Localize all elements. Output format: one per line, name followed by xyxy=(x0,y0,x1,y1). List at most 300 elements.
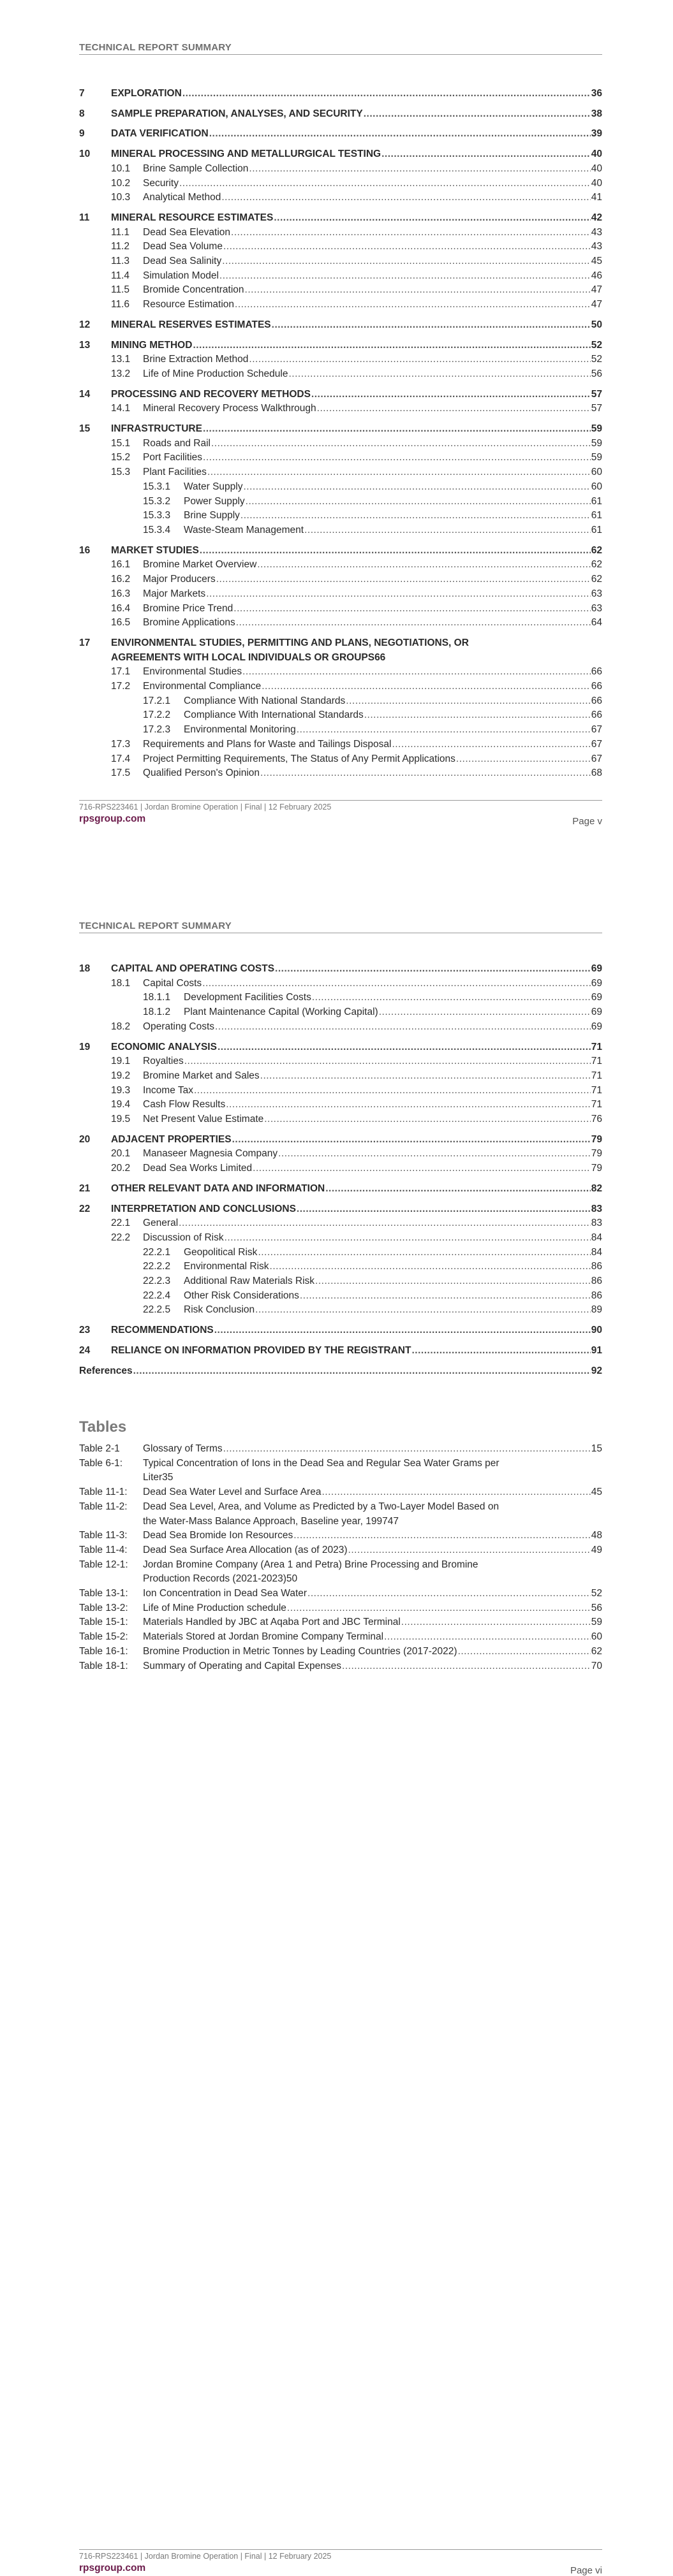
toc-entry[interactable] xyxy=(79,283,602,298)
table-of-contents xyxy=(79,81,602,781)
dot-leader xyxy=(342,1659,591,1674)
dot-leader xyxy=(219,269,591,284)
footer-brand-link[interactable]: rpsgroup.com xyxy=(79,813,146,824)
dot-leader xyxy=(216,572,591,587)
dot-leader xyxy=(206,587,591,602)
dot-leader xyxy=(226,1098,591,1112)
toc-entry-number: 17 xyxy=(79,637,91,648)
toc-entry-page: 66 xyxy=(374,651,386,663)
dot-leader xyxy=(231,226,591,240)
toc-entry-title: MINERAL RESERVES ESTIMATES xyxy=(111,319,271,330)
dot-leader xyxy=(236,616,591,630)
toc-entry-number: 11.2 xyxy=(111,241,130,252)
toc-entry[interactable] xyxy=(79,636,602,665)
toc-entry-title: Water Supply xyxy=(184,481,243,492)
toc-entry-page: 69 xyxy=(591,963,602,974)
toc-entry-page: 47 xyxy=(591,299,602,310)
table-list-title: Jordan Bromine Company (Area 1 and Petra) Brine Processing and Bromine xyxy=(143,1559,478,1570)
toc-entry[interactable] xyxy=(79,602,602,616)
toc-entry[interactable] xyxy=(79,523,602,538)
toc-entry-title: Additional Raw Materials Risk xyxy=(184,1276,315,1287)
toc-entry-page: 84 xyxy=(591,1246,602,1258)
toc-entry-page: 71 xyxy=(591,1041,602,1052)
dot-leader xyxy=(232,1133,591,1147)
table-list-title: Glossary of Terms xyxy=(143,1443,223,1454)
table-list-number: Table 11-1: xyxy=(79,1487,128,1498)
toc-entry-title: Mineral Recovery Process Walkthrough xyxy=(143,403,316,414)
toc-entry[interactable] xyxy=(79,694,602,709)
document-page-v xyxy=(0,0,673,870)
dot-leader xyxy=(275,962,591,977)
toc-entry-number: 17.5 xyxy=(111,768,131,779)
toc-entry-page: 66 xyxy=(591,666,602,678)
dot-leader xyxy=(200,544,591,558)
toc-entry-number: 22.2.4 xyxy=(143,1290,171,1301)
table-list-number: Table 6-1: xyxy=(79,1457,123,1469)
toc-entry[interactable] xyxy=(79,240,602,254)
dot-leader xyxy=(194,1084,591,1098)
toc-entry-number: 14.1 xyxy=(111,403,131,414)
table-list-entry[interactable] xyxy=(79,1500,602,1529)
table-list-entry[interactable] xyxy=(79,1630,602,1645)
toc-entry-title: Bromide Concentration xyxy=(143,284,244,296)
toc-entry-number: 10.3 xyxy=(111,192,131,203)
toc-entry-number: 15.3.2 xyxy=(143,495,171,507)
toc-entry-page: 67 xyxy=(591,724,602,736)
dot-leader xyxy=(249,353,590,367)
dot-leader xyxy=(364,708,591,723)
toc-entry[interactable] xyxy=(79,465,602,480)
toc-entry-title: Bromine Price Trend xyxy=(143,602,233,614)
dot-leader xyxy=(242,665,591,680)
toc-entry-title: Roads and Rail xyxy=(143,437,211,449)
toc-entry-title: EXPLORATION xyxy=(111,88,182,99)
table-list-title: Life of Mine Production schedule xyxy=(143,1602,286,1613)
dot-leader xyxy=(264,1112,591,1127)
table-list-entry[interactable] xyxy=(79,1457,602,1485)
toc-entry[interactable] xyxy=(79,544,602,558)
toc-entry-title: Compliance With International Standards xyxy=(184,709,364,721)
toc-entry-number: 22.1 xyxy=(111,1218,131,1229)
toc-entry[interactable] xyxy=(79,708,602,723)
toc-entry[interactable] xyxy=(79,1147,602,1161)
toc-entry[interactable] xyxy=(79,254,602,269)
toc-entry[interactable] xyxy=(79,388,602,402)
toc-entry-number: 22.2.2 xyxy=(143,1261,171,1272)
toc-entry-page: 43 xyxy=(591,241,602,252)
toc-entry-title: Environmental Studies xyxy=(143,666,242,678)
toc-entry-number: 18.1 xyxy=(111,977,131,989)
toc-entry-page: 69 xyxy=(591,992,602,1003)
toc-entry-number: 22.2.5 xyxy=(143,1304,171,1316)
dot-leader xyxy=(215,1020,591,1035)
toc-entry-title: OTHER RELEVANT DATA AND INFORMATION xyxy=(111,1182,325,1194)
toc-entry[interactable] xyxy=(79,1202,602,1217)
dot-leader xyxy=(257,558,590,572)
dot-leader xyxy=(223,240,591,254)
toc-entry-title: Plant Maintenance Capital (Working Capital) xyxy=(184,1007,378,1018)
toc-entry[interactable] xyxy=(79,558,602,572)
toc-entry-page: 45 xyxy=(591,256,602,267)
toc-entry-number: 12 xyxy=(79,319,91,330)
toc-entry-page: 83 xyxy=(591,1218,602,1229)
table-list-title: Dead Sea Surface Area Allocation (as of 2023) xyxy=(143,1544,348,1555)
toc-entry-title: MINERAL RESOURCE ESTIMATES xyxy=(111,212,274,223)
toc-entry[interactable] xyxy=(79,587,602,602)
page-header: TECHNICAL REPORT SUMMARY xyxy=(79,921,602,933)
toc-entry-title: Bromine Applications xyxy=(143,617,235,629)
toc-entry-title: RECOMMENDATIONS xyxy=(111,1325,214,1336)
toc-entry-title: Plant Facilities xyxy=(143,467,207,478)
toc-entry[interactable] xyxy=(79,162,602,177)
toc-entry[interactable] xyxy=(79,680,602,694)
toc-entry[interactable] xyxy=(79,1112,602,1127)
toc-entry-number: 13 xyxy=(79,339,91,351)
footer-brand-link[interactable]: rpsgroup.com xyxy=(79,2563,146,2573)
footer-document-meta: 716-RPS223461 | Jordan Bromine Operation | Final | 12 February 2025 xyxy=(79,2552,332,2561)
toc-entry-page: 36 xyxy=(591,88,602,99)
toc-entry-number: 20.2 xyxy=(111,1163,131,1174)
toc-entry-title: Requirements and Plans for Waste and Tailings Disposal xyxy=(143,738,392,750)
toc-entry[interactable] xyxy=(79,1069,602,1084)
toc-entry[interactable] xyxy=(79,509,602,523)
toc-entry[interactable] xyxy=(79,437,602,451)
toc-entry-page: 42 xyxy=(591,212,602,223)
table-list-page: 47 xyxy=(387,1515,399,1527)
dot-leader xyxy=(381,147,591,162)
toc-entry-title: Development Facilities Costs xyxy=(184,992,311,1003)
dot-leader xyxy=(221,191,590,205)
toc-entry-page: 59 xyxy=(591,423,602,435)
table-list-title: Typical Concentration of Ions in the Dead Sea and Regular Sea Water Grams per xyxy=(143,1457,499,1469)
footer-page-number: Page v xyxy=(572,816,602,827)
dot-leader xyxy=(211,437,591,451)
dot-leader xyxy=(384,1630,591,1645)
table-list-number: Table 13-1: xyxy=(79,1588,128,1599)
toc-entry[interactable] xyxy=(79,752,602,767)
toc-entry-number: 19.4 xyxy=(111,1099,131,1110)
toc-entry-page: 76 xyxy=(591,1114,602,1125)
toc-entry-page: 43 xyxy=(591,226,602,238)
toc-entry[interactable] xyxy=(79,1231,602,1246)
toc-entry-page: 40 xyxy=(591,163,602,174)
toc-entry[interactable] xyxy=(79,318,602,333)
toc-entry-page: 69 xyxy=(591,977,602,989)
toc-entry[interactable] xyxy=(79,353,602,367)
toc-entry-number: 18.1.1 xyxy=(143,992,171,1003)
toc-entry[interactable] xyxy=(79,991,602,1005)
toc-entry-title: Risk Conclusion xyxy=(184,1304,255,1316)
toc-entry-number: 20 xyxy=(79,1133,91,1145)
table-list-page: 52 xyxy=(591,1588,602,1599)
toc-entry[interactable] xyxy=(79,226,602,240)
dot-leader xyxy=(203,451,591,465)
dot-leader xyxy=(322,1485,590,1500)
table-list-number: Table 15-2: xyxy=(79,1631,128,1643)
toc-entry[interactable] xyxy=(79,572,602,587)
toc-entry-page: 40 xyxy=(591,177,602,189)
table-list-entry[interactable] xyxy=(79,1543,602,1558)
toc-entry[interactable] xyxy=(79,211,602,226)
toc-entry-title: CAPITAL AND OPERATING COSTS xyxy=(111,963,275,974)
table-list-entry[interactable] xyxy=(79,1529,602,1543)
toc-entry-title: Power Supply xyxy=(184,495,245,507)
toc-entry-number: 18 xyxy=(79,963,91,974)
toc-entry-page: 71 xyxy=(591,1099,602,1110)
toc-entry-number: 16 xyxy=(79,544,91,556)
toc-entry[interactable] xyxy=(79,1344,602,1358)
table-of-contents xyxy=(79,956,602,1378)
toc-entry-number: 16.4 xyxy=(111,602,131,614)
table-list-number: Table 18-1: xyxy=(79,1660,128,1671)
toc-entry-number: 11.5 xyxy=(111,284,130,296)
toc-entry[interactable] xyxy=(79,480,602,495)
toc-entry-title: Cash Flow Results xyxy=(143,1099,226,1110)
dot-leader xyxy=(202,977,591,991)
toc-entry[interactable] xyxy=(79,87,602,101)
toc-entry[interactable] xyxy=(79,495,602,509)
toc-entry-number: 17.2.3 xyxy=(143,724,171,736)
toc-entry-number: 8 xyxy=(79,108,85,119)
toc-entry-number: 23 xyxy=(79,1325,91,1336)
toc-entry[interactable] xyxy=(79,451,602,465)
toc-entry-title: Dead Sea Salinity xyxy=(143,256,222,267)
toc-entry-number: 22.2 xyxy=(111,1232,131,1243)
toc-entry-title: Geopolitical Risk xyxy=(184,1246,258,1258)
toc-entry-title: Life of Mine Production Schedule xyxy=(143,368,288,379)
toc-entry-number: 15.3.1 xyxy=(143,481,171,492)
toc-entry[interactable] xyxy=(79,1161,602,1176)
table-list-entry[interactable] xyxy=(79,1587,602,1601)
toc-entry-page: 66 xyxy=(591,695,602,706)
table-list-page: 59 xyxy=(591,1617,602,1628)
toc-entry-page: 92 xyxy=(591,1365,602,1376)
toc-entry-page: 91 xyxy=(591,1344,602,1356)
page-footer xyxy=(79,2549,602,2574)
table-list-page: 70 xyxy=(591,1660,602,1671)
toc-entry-title: Income Tax xyxy=(143,1084,193,1096)
dot-leader xyxy=(184,1054,591,1069)
toc-entry-number: 11.1 xyxy=(111,226,130,238)
dot-leader xyxy=(456,752,591,767)
toc-entry-page: 68 xyxy=(591,768,602,779)
table-list-title: Ion Concentration in Dead Sea Water xyxy=(143,1588,307,1599)
toc-entry-page: 83 xyxy=(591,1203,602,1214)
toc-entry-title: ENVIRONMENTAL STUDIES, PERMITTING AND PLANS, NEGOTIATIONS, OR xyxy=(111,637,469,648)
toc-entry-title: ADJACENT PROPERTIES xyxy=(111,1133,232,1145)
toc-entry[interactable] xyxy=(79,1323,602,1338)
toc-entry-number: 9 xyxy=(79,128,85,140)
toc-entry-page: 61 xyxy=(591,510,602,521)
toc-entry-title: Analytical Method xyxy=(143,192,221,203)
toc-entry[interactable] xyxy=(79,723,602,738)
toc-entry[interactable] xyxy=(79,147,602,162)
toc-entry-number: 17.2.2 xyxy=(143,709,171,721)
table-list-number: Table 13-2: xyxy=(79,1602,128,1613)
table-list-number: Table 12-1: xyxy=(79,1559,128,1570)
toc-entry[interactable] xyxy=(79,191,602,205)
dot-leader xyxy=(258,1246,590,1260)
toc-entry-page: 79 xyxy=(591,1148,602,1160)
table-list-entry[interactable] xyxy=(79,1485,602,1500)
table-list-page: 49 xyxy=(591,1544,602,1555)
toc-entry-page: 62 xyxy=(591,544,602,556)
toc-entry-page: 60 xyxy=(591,481,602,492)
footer-page-number: Page vi xyxy=(570,2565,602,2576)
toc-entry-page: 69 xyxy=(591,1007,602,1018)
table-list-entry[interactable] xyxy=(79,1615,602,1630)
toc-entry-number: 10 xyxy=(79,149,91,160)
toc-entry-page: 40 xyxy=(591,149,602,160)
toc-entry-title: Dead Sea Volume xyxy=(143,241,223,252)
page-header: TECHNICAL REPORT SUMMARY xyxy=(79,42,602,55)
toc-entry[interactable] xyxy=(79,1084,602,1098)
toc-entry-title: Capital Costs xyxy=(143,977,202,989)
toc-entry-number: 22 xyxy=(79,1203,91,1214)
toc-entry[interactable] xyxy=(79,665,602,680)
dot-leader xyxy=(203,422,591,437)
dot-leader xyxy=(179,1216,591,1231)
toc-entry-page: 61 xyxy=(591,495,602,507)
toc-entry[interactable] xyxy=(79,1289,602,1304)
dot-leader xyxy=(317,402,591,416)
toc-entry-number: 17.1 xyxy=(111,666,131,678)
toc-entry-page: 57 xyxy=(591,388,602,400)
toc-entry-page: 61 xyxy=(591,524,602,535)
toc-entry-number: 16.5 xyxy=(111,617,131,629)
table-list-number: Table 11-3: xyxy=(79,1530,128,1541)
toc-entry-title: PROCESSING AND RECOVERY METHODS xyxy=(111,388,311,400)
dot-leader xyxy=(233,602,590,616)
toc-entry[interactable] xyxy=(79,962,602,977)
dot-leader xyxy=(293,1529,591,1543)
table-list-number: Table 11-4: xyxy=(79,1544,128,1555)
toc-entry-title: References xyxy=(79,1365,133,1376)
dot-leader xyxy=(297,723,591,738)
toc-entry-title: Bromine Market Overview xyxy=(143,559,257,571)
toc-entry-title: Dead Sea Elevation xyxy=(143,226,231,238)
table-list-number: Table 15-1: xyxy=(79,1617,128,1628)
toc-entry-number: 19 xyxy=(79,1041,91,1052)
toc-entry-references[interactable] xyxy=(79,1364,602,1379)
toc-entry-number: 15.3.3 xyxy=(143,510,171,521)
toc-entry[interactable] xyxy=(79,1216,602,1231)
dot-leader xyxy=(401,1615,591,1630)
dot-leader xyxy=(304,523,591,538)
toc-entry-title: Bromine Market and Sales xyxy=(143,1070,260,1081)
table-list-title: Dead Sea Water Level and Surface Area xyxy=(143,1487,322,1498)
toc-entry[interactable] xyxy=(79,367,602,382)
toc-entry[interactable] xyxy=(79,269,602,284)
table-list-entry[interactable] xyxy=(79,1645,602,1659)
toc-entry-page: 46 xyxy=(591,270,602,281)
toc-entry-number: 16.3 xyxy=(111,588,131,599)
toc-entry-page: 57 xyxy=(591,403,602,414)
toc-entry-title: Environmental Risk xyxy=(184,1261,269,1272)
table-list-entry[interactable] xyxy=(79,1659,602,1674)
toc-entry-page: 67 xyxy=(591,753,602,764)
toc-entry[interactable] xyxy=(79,127,602,142)
toc-entry[interactable] xyxy=(79,107,602,122)
toc-entry-number: 17.2 xyxy=(111,681,131,692)
table-list-entry[interactable] xyxy=(79,1442,602,1457)
toc-entry-number: 19.5 xyxy=(111,1114,131,1125)
dot-leader xyxy=(179,177,591,191)
table-list-entry[interactable] xyxy=(79,1601,602,1616)
toc-entry-number: 22.2.3 xyxy=(143,1276,171,1287)
toc-entry-page: 66 xyxy=(591,681,602,692)
dot-leader xyxy=(307,1587,591,1601)
dot-leader xyxy=(223,1442,591,1457)
toc-entry-page: 71 xyxy=(591,1070,602,1081)
toc-entry-page: 52 xyxy=(591,339,602,351)
footer-document-meta: 716-RPS223461 | Jordan Bromine Operation | Final | 12 February 2025 xyxy=(79,803,332,811)
toc-entry[interactable] xyxy=(79,1274,602,1289)
toc-entry-number: 11.4 xyxy=(111,270,130,281)
toc-entry[interactable] xyxy=(79,402,602,416)
toc-entry-title: Dead Sea Works Limited xyxy=(143,1163,253,1174)
toc-entry[interactable] xyxy=(79,1020,602,1035)
toc-entry-title: Simulation Model xyxy=(143,270,219,281)
toc-entry[interactable] xyxy=(79,1260,602,1274)
toc-entry[interactable] xyxy=(79,338,602,353)
toc-entry-title: INTERPRETATION AND CONCLUSIONS xyxy=(111,1203,296,1214)
toc-entry-number: 17.4 xyxy=(111,753,131,764)
dot-leader xyxy=(315,1274,591,1289)
dot-leader xyxy=(311,388,591,402)
toc-entry[interactable] xyxy=(79,1040,602,1055)
toc-entry[interactable] xyxy=(79,1182,602,1197)
toc-entry[interactable] xyxy=(79,1098,602,1112)
toc-entry[interactable] xyxy=(79,1054,602,1069)
toc-entry-title: Major Markets xyxy=(143,588,206,599)
toc-entry-number: 11.3 xyxy=(111,256,130,267)
toc-entry[interactable] xyxy=(79,616,602,630)
table-list-number: Table 11-2: xyxy=(79,1501,128,1512)
dot-leader xyxy=(348,1543,591,1558)
toc-entry[interactable] xyxy=(79,177,602,191)
table-list-page: 62 xyxy=(591,1645,602,1657)
dot-leader xyxy=(288,367,590,382)
page-footer xyxy=(79,800,602,825)
dot-leader xyxy=(214,1323,591,1338)
toc-entry[interactable] xyxy=(79,1005,602,1020)
toc-entry[interactable] xyxy=(79,1133,602,1147)
toc-entry-page: 64 xyxy=(591,617,602,629)
toc-entry[interactable] xyxy=(79,298,602,312)
table-list-title: Dead Sea Bromide Ion Resources xyxy=(143,1530,293,1541)
toc-entry[interactable] xyxy=(79,977,602,991)
toc-entry-page: 60 xyxy=(591,467,602,478)
toc-entry[interactable] xyxy=(79,738,602,752)
dot-leader xyxy=(235,298,591,312)
toc-entry-title: ECONOMIC ANALYSIS xyxy=(111,1041,217,1052)
toc-entry-page: 84 xyxy=(591,1232,602,1243)
dot-leader xyxy=(243,480,590,495)
toc-entry[interactable] xyxy=(79,766,602,781)
toc-entry-number: 10.1 xyxy=(111,163,131,174)
toc-entry[interactable] xyxy=(79,1246,602,1260)
table-list-entry[interactable] xyxy=(79,1558,602,1587)
dot-leader xyxy=(270,1260,591,1274)
toc-entry[interactable] xyxy=(79,1303,602,1318)
table-list-page: 48 xyxy=(591,1530,602,1541)
toc-entry[interactable] xyxy=(79,422,602,437)
toc-entry-number: 13.1 xyxy=(111,354,131,365)
table-list-title-continued: Liter xyxy=(143,1472,163,1483)
toc-entry-title: Brine Sample Collection xyxy=(143,163,249,174)
toc-entry-title-continued: AGREEMENTS WITH LOCAL INDIVIDUALS OR GROUPS xyxy=(111,651,375,663)
